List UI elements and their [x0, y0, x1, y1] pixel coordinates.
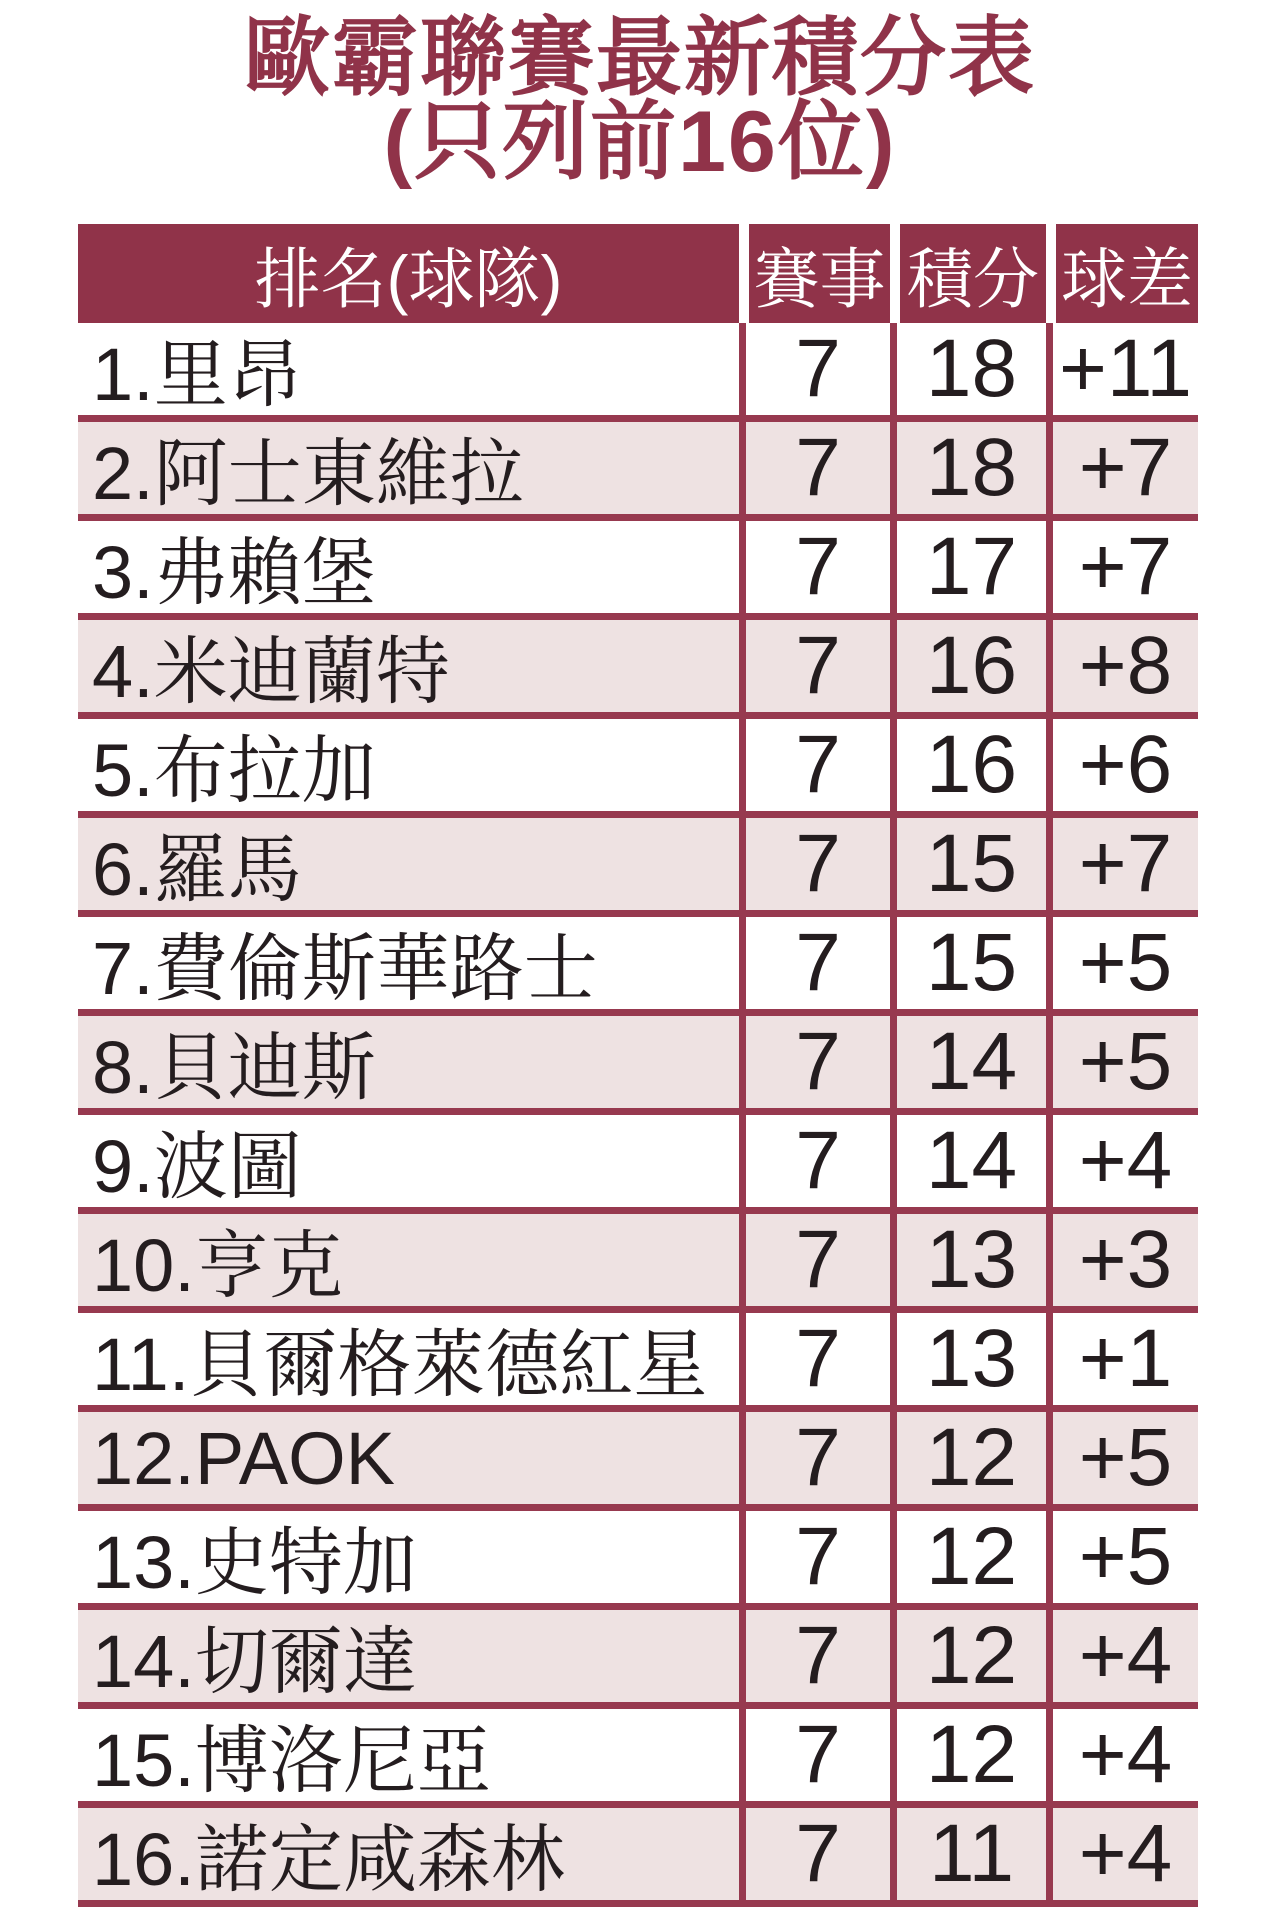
played-cell: 7	[739, 323, 890, 415]
points-cell: 12	[890, 1709, 1046, 1801]
goal-diff-cell: +7	[1046, 521, 1198, 613]
table-body	[78, 323, 1198, 1907]
played-cell: 7	[739, 818, 890, 910]
points-cell: 13	[890, 1313, 1046, 1405]
table-row	[78, 1709, 1198, 1808]
team-cell: 7.費倫斯華路士	[92, 927, 598, 1009]
points-cell: 12	[890, 1511, 1046, 1603]
played-cell: 7	[739, 1115, 890, 1207]
played-cell: 7	[739, 1214, 890, 1306]
goal-diff-cell: +11	[1046, 323, 1198, 415]
played-cell: 7	[739, 1808, 890, 1900]
played-cell: 7	[739, 1709, 890, 1801]
points-cell: 18	[890, 323, 1046, 415]
table-row	[78, 1610, 1198, 1709]
points-cell: 15	[890, 917, 1046, 1009]
title-line-2: (只列前16位)	[383, 94, 897, 190]
table-row	[78, 917, 1198, 1016]
table-row	[78, 1808, 1198, 1907]
played-cell: 7	[739, 620, 890, 712]
played-cell: 7	[739, 917, 890, 1009]
points-cell: 16	[890, 719, 1046, 811]
goal-diff-cell: +5	[1046, 1016, 1198, 1108]
played-cell: 7	[739, 1313, 890, 1405]
team-cell: 9.波圖	[92, 1125, 302, 1207]
team-cell: 10.亨克	[92, 1224, 343, 1306]
played-cell: 7	[739, 1610, 890, 1702]
played-cell: 7	[739, 1412, 890, 1504]
column-header-goal-diff: 球差	[1046, 224, 1198, 323]
table-row	[78, 1412, 1198, 1511]
points-cell: 18	[890, 422, 1046, 514]
goal-diff-cell: +4	[1046, 1808, 1198, 1900]
table-row	[78, 521, 1198, 620]
team-cell: 6.羅馬	[92, 828, 302, 910]
team-cell: 11.貝爾格萊德紅星	[92, 1323, 708, 1405]
team-cell: 8.貝迪斯	[92, 1026, 376, 1108]
goal-diff-cell: +3	[1046, 1214, 1198, 1306]
points-cell: 12	[890, 1610, 1046, 1702]
team-cell: 16.諾定咸森林	[92, 1818, 565, 1900]
team-cell: 1.里昂	[92, 333, 302, 415]
goal-diff-cell: +7	[1046, 422, 1198, 514]
played-cell: 7	[739, 1511, 890, 1603]
points-cell: 12	[890, 1412, 1046, 1504]
played-cell: 7	[739, 1016, 890, 1108]
points-cell: 11	[890, 1808, 1046, 1900]
team-cell: 4.米迪蘭特	[92, 630, 450, 712]
column-header-played: 賽事	[739, 224, 890, 323]
goal-diff-cell: +4	[1046, 1610, 1198, 1702]
goal-diff-cell: +7	[1046, 818, 1198, 910]
points-cell: 16	[890, 620, 1046, 712]
title-line-1: 歐霸聯賽最新積分表	[244, 10, 1036, 106]
column-header-points: 積分	[890, 224, 1046, 323]
goal-diff-cell: +8	[1046, 620, 1198, 712]
table-row	[78, 422, 1198, 521]
team-cell: 3.弗賴堡	[92, 531, 376, 613]
team-cell: 15.博洛尼亞	[92, 1719, 491, 1801]
table-header-row	[78, 224, 1198, 323]
goal-diff-cell: +5	[1046, 917, 1198, 1009]
table-row	[78, 1313, 1198, 1412]
team-cell: 14.切爾達	[92, 1620, 417, 1702]
goal-diff-cell: +6	[1046, 719, 1198, 811]
page-title	[0, 0, 1280, 190]
team-cell: 13.史特加	[92, 1521, 417, 1603]
table-row	[78, 1511, 1198, 1610]
table-row	[78, 1016, 1198, 1115]
played-cell: 7	[739, 719, 890, 811]
table-row	[78, 1115, 1198, 1214]
points-cell: 13	[890, 1214, 1046, 1306]
goal-diff-cell: +5	[1046, 1511, 1198, 1603]
goal-diff-cell: +5	[1046, 1412, 1198, 1504]
column-header-team: 排名(球隊)	[254, 242, 563, 316]
table-row	[78, 818, 1198, 917]
table-row	[78, 1214, 1198, 1313]
table-row	[78, 323, 1198, 422]
goal-diff-cell: +4	[1046, 1115, 1198, 1207]
goal-diff-cell: +4	[1046, 1709, 1198, 1801]
standings-table	[78, 224, 1198, 1907]
table-row	[78, 719, 1198, 818]
points-cell: 14	[890, 1115, 1046, 1207]
team-cell: 5.布拉加	[92, 729, 376, 811]
table-row	[78, 620, 1198, 719]
points-cell: 14	[890, 1016, 1046, 1108]
team-cell: 2.阿士東維拉	[92, 432, 524, 514]
points-cell: 15	[890, 818, 1046, 910]
goal-diff-cell: +1	[1046, 1313, 1198, 1405]
played-cell: 7	[739, 521, 890, 613]
team-cell: 12.PAOK	[92, 1416, 396, 1500]
played-cell: 7	[739, 422, 890, 514]
points-cell: 17	[890, 521, 1046, 613]
